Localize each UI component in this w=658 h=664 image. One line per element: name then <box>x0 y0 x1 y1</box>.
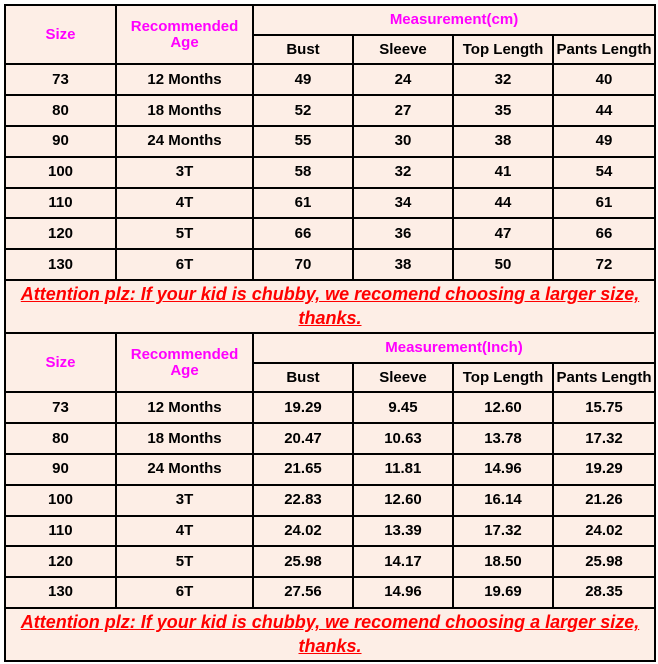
top-length-cell: 32 <box>453 64 553 95</box>
sleeve-cell: 11.81 <box>353 454 453 485</box>
size-cell: 110 <box>5 516 116 547</box>
pants-length-cell: 24.02 <box>553 516 655 547</box>
pants-length-cell: 61 <box>553 188 655 219</box>
top-length-cell: 17.32 <box>453 516 553 547</box>
size-cell: 110 <box>5 188 116 219</box>
pants-length-cell: 72 <box>553 249 655 280</box>
sleeve-cell: 34 <box>353 188 453 219</box>
table-row <box>5 454 655 485</box>
cm-attention-row <box>5 280 655 333</box>
inch-measurement-header: Measurement(Inch) <box>253 333 655 363</box>
pants-length-cell: 15.75 <box>553 392 655 423</box>
inch-age-header: Recommended Age <box>116 333 253 392</box>
bust-cell: 58 <box>253 157 353 188</box>
age-cell: 5T <box>116 218 253 249</box>
age-cell: 5T <box>116 546 253 577</box>
top-length-cell: 16.14 <box>453 485 553 516</box>
age-cell: 6T <box>116 577 253 608</box>
size-cell: 120 <box>5 546 116 577</box>
pants-length-cell: 40 <box>553 64 655 95</box>
age-cell: 4T <box>116 516 253 547</box>
size-cell: 90 <box>5 454 116 485</box>
size-cell: 120 <box>5 218 116 249</box>
age-cell: 6T <box>116 249 253 280</box>
size-cell: 130 <box>5 577 116 608</box>
top-length-cell: 13.78 <box>453 423 553 454</box>
top-length-cell: 35 <box>453 95 553 126</box>
cm-top-length-header: Top Length <box>453 35 553 65</box>
cm-attention-note: Attention plz: If your kid is chubby, we recomend choosing a larger size, thanks. <box>5 280 655 333</box>
sleeve-cell: 14.96 <box>353 577 453 608</box>
cm-measurement-header: Measurement(cm) <box>253 5 655 35</box>
inch-bust-header: Bust <box>253 363 353 393</box>
table-row <box>5 546 655 577</box>
bust-cell: 52 <box>253 95 353 126</box>
size-chart-table <box>4 4 656 662</box>
cm-size-header: Size <box>5 5 116 64</box>
size-cell: 80 <box>5 95 116 126</box>
age-cell: 18 Months <box>116 423 253 454</box>
pants-length-cell: 44 <box>553 95 655 126</box>
bust-cell: 24.02 <box>253 516 353 547</box>
inch-attention-note: Attention plz: If your kid is chubby, we recomend choosing a larger size, thanks. <box>5 608 655 661</box>
cm-header-row <box>5 5 655 35</box>
age-cell: 12 Months <box>116 64 253 95</box>
table-row <box>5 157 655 188</box>
cm-age-header: Recommended Age <box>116 5 253 64</box>
bust-cell: 20.47 <box>253 423 353 454</box>
age-cell: 24 Months <box>116 126 253 157</box>
inch-header-row <box>5 333 655 363</box>
top-length-cell: 12.60 <box>453 392 553 423</box>
age-cell: 4T <box>116 188 253 219</box>
sleeve-cell: 14.17 <box>353 546 453 577</box>
cm-body <box>5 64 655 661</box>
cm-pants-length-header: Pants Length <box>553 35 655 65</box>
size-cell: 130 <box>5 249 116 280</box>
bust-cell: 27.56 <box>253 577 353 608</box>
size-cell: 80 <box>5 423 116 454</box>
table-row <box>5 95 655 126</box>
size-cell: 90 <box>5 126 116 157</box>
cm-bust-header: Bust <box>253 35 353 65</box>
sleeve-cell: 32 <box>353 157 453 188</box>
pants-length-cell: 19.29 <box>553 454 655 485</box>
sleeve-cell: 13.39 <box>353 516 453 547</box>
bust-cell: 61 <box>253 188 353 219</box>
pants-length-cell: 25.98 <box>553 546 655 577</box>
pants-length-cell: 66 <box>553 218 655 249</box>
pants-length-cell: 28.35 <box>553 577 655 608</box>
inch-pants-length-header: Pants Length <box>553 363 655 393</box>
bust-cell: 55 <box>253 126 353 157</box>
top-length-cell: 41 <box>453 157 553 188</box>
table-row <box>5 485 655 516</box>
table-row <box>5 392 655 423</box>
inch-size-header: Size <box>5 333 116 392</box>
age-cell: 24 Months <box>116 454 253 485</box>
sleeve-cell: 12.60 <box>353 485 453 516</box>
bust-cell: 70 <box>253 249 353 280</box>
age-cell: 3T <box>116 485 253 516</box>
top-length-cell: 14.96 <box>453 454 553 485</box>
table-row <box>5 516 655 547</box>
size-cell: 73 <box>5 64 116 95</box>
sleeve-cell: 27 <box>353 95 453 126</box>
sleeve-cell: 36 <box>353 218 453 249</box>
table-row <box>5 64 655 95</box>
pants-length-cell: 17.32 <box>553 423 655 454</box>
sleeve-cell: 30 <box>353 126 453 157</box>
inch-top-length-header: Top Length <box>453 363 553 393</box>
bust-cell: 66 <box>253 218 353 249</box>
bust-cell: 49 <box>253 64 353 95</box>
table-row <box>5 423 655 454</box>
size-cell: 100 <box>5 485 116 516</box>
top-length-cell: 18.50 <box>453 546 553 577</box>
top-length-cell: 19.69 <box>453 577 553 608</box>
bust-cell: 25.98 <box>253 546 353 577</box>
cm-sleeve-header: Sleeve <box>353 35 453 65</box>
top-length-cell: 38 <box>453 126 553 157</box>
sleeve-cell: 38 <box>353 249 453 280</box>
pants-length-cell: 21.26 <box>553 485 655 516</box>
table-row <box>5 188 655 219</box>
top-length-cell: 47 <box>453 218 553 249</box>
top-length-cell: 44 <box>453 188 553 219</box>
pants-length-cell: 54 <box>553 157 655 188</box>
top-length-cell: 50 <box>453 249 553 280</box>
size-cell: 100 <box>5 157 116 188</box>
pants-length-cell: 49 <box>553 126 655 157</box>
age-cell: 12 Months <box>116 392 253 423</box>
sleeve-cell: 24 <box>353 64 453 95</box>
age-cell: 18 Months <box>116 95 253 126</box>
bust-cell: 22.83 <box>253 485 353 516</box>
bust-cell: 19.29 <box>253 392 353 423</box>
table-row <box>5 126 655 157</box>
table-row <box>5 249 655 280</box>
table-row <box>5 577 655 608</box>
bust-cell: 21.65 <box>253 454 353 485</box>
inch-sleeve-header: Sleeve <box>353 363 453 393</box>
table-row <box>5 218 655 249</box>
age-cell: 3T <box>116 157 253 188</box>
sleeve-cell: 10.63 <box>353 423 453 454</box>
inch-attention-row <box>5 608 655 661</box>
size-cell: 73 <box>5 392 116 423</box>
sleeve-cell: 9.45 <box>353 392 453 423</box>
